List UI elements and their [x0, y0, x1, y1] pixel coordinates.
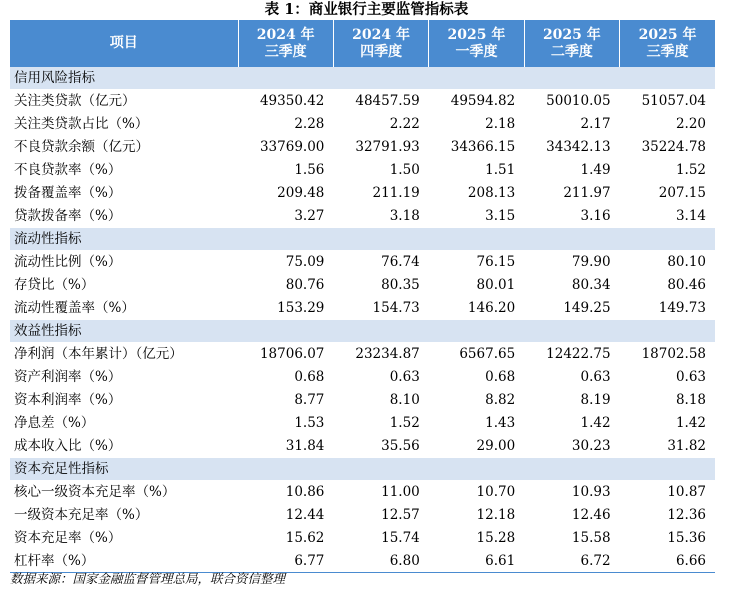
header-year: 2024 年: [256, 26, 315, 43]
value-cell: 49594.82: [429, 90, 524, 113]
value-cell: 12.36: [620, 504, 715, 527]
value-cell: 1.49: [524, 159, 619, 182]
value-cell: 1.52: [333, 412, 428, 435]
table-row: [10, 481, 715, 504]
value-cell: 149.25: [524, 297, 619, 320]
value-cell: 30.23: [524, 435, 619, 458]
value-cell: 18702.58: [620, 343, 715, 366]
row-label: 不良贷款余额（亿元）: [10, 136, 238, 159]
value-cell: 2.17: [524, 113, 619, 136]
header-period: [429, 20, 524, 67]
header-quarter: 二季度: [550, 43, 593, 60]
table-row: [10, 159, 715, 182]
header-period: [620, 20, 715, 67]
value-cell: 6.77: [238, 550, 333, 573]
value-cell: 0.63: [620, 366, 715, 389]
row-label: 一级资本充足率（%）: [10, 504, 238, 527]
value-cell: 80.10: [620, 251, 715, 274]
header-quarter: 三季度: [646, 43, 689, 60]
value-cell: 15.62: [238, 527, 333, 550]
value-cell: 51057.04: [620, 90, 715, 113]
value-cell: 10.70: [429, 481, 524, 504]
row-label: 拨备覆盖率（%）: [10, 182, 238, 205]
table-row: [10, 205, 715, 228]
row-label: 核心一级资本充足率（%）: [10, 481, 238, 504]
value-cell: 207.15: [620, 182, 715, 205]
value-cell: 3.15: [429, 205, 524, 228]
value-cell: 12.18: [429, 504, 524, 527]
header-year: 2025 年: [542, 26, 601, 43]
table-row: [10, 389, 715, 412]
value-cell: 12.57: [333, 504, 428, 527]
value-cell: 32791.93: [333, 136, 428, 159]
section-row: [10, 228, 715, 251]
value-cell: 50010.05: [524, 90, 619, 113]
value-cell: 6567.65: [429, 343, 524, 366]
value-cell: 149.73: [620, 297, 715, 320]
section-title: 信用风险指标: [10, 67, 715, 90]
value-cell: 29.00: [429, 435, 524, 458]
table-row: [10, 504, 715, 527]
value-cell: 3.14: [620, 205, 715, 228]
section-row: [10, 320, 715, 343]
header-quarter: 一季度: [455, 43, 498, 60]
value-cell: 12.46: [524, 504, 619, 527]
value-cell: 34342.13: [524, 136, 619, 159]
value-cell: 12422.75: [524, 343, 619, 366]
table-row: [10, 297, 715, 320]
value-cell: 8.10: [333, 389, 428, 412]
value-cell: 10.87: [620, 481, 715, 504]
row-label: 流动性覆盖率（%）: [10, 297, 238, 320]
row-label: 杠杆率（%）: [10, 550, 238, 573]
section-title: 效益性指标: [10, 320, 715, 343]
header-quarter: 三季度: [264, 43, 307, 60]
value-cell: 10.86: [238, 481, 333, 504]
row-label: 净息差（%）: [10, 412, 238, 435]
table-row: [10, 435, 715, 458]
table-row: [10, 274, 715, 297]
value-cell: 8.19: [524, 389, 619, 412]
row-label: 资本充足率（%）: [10, 527, 238, 550]
value-cell: 2.22: [333, 113, 428, 136]
header-quarter: 四季度: [360, 43, 403, 60]
value-cell: 35.56: [333, 435, 428, 458]
row-label: 存贷比（%）: [10, 274, 238, 297]
value-cell: 0.63: [333, 366, 428, 389]
value-cell: 80.46: [620, 274, 715, 297]
value-cell: 1.53: [238, 412, 333, 435]
header-period: [524, 20, 619, 67]
value-cell: 154.73: [333, 297, 428, 320]
table-row: [10, 251, 715, 274]
value-cell: 15.58: [524, 527, 619, 550]
header-year: 2024 年: [352, 26, 410, 43]
value-cell: 6.61: [429, 550, 524, 573]
header-item: 项目: [10, 20, 238, 67]
value-cell: 10.93: [524, 481, 619, 504]
value-cell: 35224.78: [620, 136, 715, 159]
row-label: 关注类贷款占比（%）: [10, 113, 238, 136]
table-row: [10, 136, 715, 159]
value-cell: 1.42: [524, 412, 619, 435]
value-cell: 0.68: [429, 366, 524, 389]
regulatory-indicators-table: [10, 20, 715, 573]
value-cell: 1.56: [238, 159, 333, 182]
table-row: [10, 412, 715, 435]
row-label: 贷款拨备率（%）: [10, 205, 238, 228]
value-cell: 1.50: [333, 159, 428, 182]
value-cell: 48457.59: [333, 90, 428, 113]
row-label: 流动性比例（%）: [10, 251, 238, 274]
value-cell: 31.84: [238, 435, 333, 458]
value-cell: 1.52: [620, 159, 715, 182]
value-cell: 18706.07: [238, 343, 333, 366]
value-cell: 80.76: [238, 274, 333, 297]
header-period: [238, 20, 333, 67]
table-row: [10, 527, 715, 550]
value-cell: 15.28: [429, 527, 524, 550]
value-cell: 80.34: [524, 274, 619, 297]
value-cell: 80.35: [333, 274, 428, 297]
value-cell: 11.00: [333, 481, 428, 504]
value-cell: 0.63: [524, 366, 619, 389]
value-cell: 1.42: [620, 412, 715, 435]
value-cell: 75.09: [238, 251, 333, 274]
value-cell: 2.18: [429, 113, 524, 136]
value-cell: 76.74: [333, 251, 428, 274]
value-cell: 0.68: [238, 366, 333, 389]
value-cell: 2.20: [620, 113, 715, 136]
section-title: 流动性指标: [10, 228, 715, 251]
table-row: [10, 90, 715, 113]
value-cell: 211.97: [524, 182, 619, 205]
value-cell: 79.90: [524, 251, 619, 274]
value-cell: 3.16: [524, 205, 619, 228]
row-label: 不良贷款率（%）: [10, 159, 238, 182]
value-cell: 12.44: [238, 504, 333, 527]
value-cell: 3.18: [333, 205, 428, 228]
table-row: [10, 343, 715, 366]
value-cell: 8.77: [238, 389, 333, 412]
section-title: 资本充足性指标: [10, 458, 715, 481]
value-cell: 6.72: [524, 550, 619, 573]
value-cell: 15.36: [620, 527, 715, 550]
value-cell: 49350.42: [238, 90, 333, 113]
value-cell: 6.66: [620, 550, 715, 573]
value-cell: 23234.87: [333, 343, 428, 366]
value-cell: 153.29: [238, 297, 333, 320]
row-label: 净利润（本年累计）（亿元）: [10, 343, 238, 366]
row-label: 关注类贷款（亿元）: [10, 90, 238, 113]
table-row: [10, 366, 715, 389]
value-cell: 146.20: [429, 297, 524, 320]
value-cell: 2.28: [238, 113, 333, 136]
value-cell: 3.27: [238, 205, 333, 228]
section-row: [10, 67, 715, 90]
table-row: [10, 182, 715, 205]
value-cell: 15.74: [333, 527, 428, 550]
row-label: 资产利润率（%）: [10, 366, 238, 389]
value-cell: 31.82: [620, 435, 715, 458]
value-cell: 8.82: [429, 389, 524, 412]
value-cell: 209.48: [238, 182, 333, 205]
value-cell: 80.01: [429, 274, 524, 297]
value-cell: 208.13: [429, 182, 524, 205]
header-year: 2025 年: [447, 26, 506, 43]
header-year: 2025 年: [638, 26, 697, 43]
value-cell: 76.15: [429, 251, 524, 274]
value-cell: 33769.00: [238, 136, 333, 159]
data-source-note: 数据来源：国家金融监督管理总局，联合资信整理: [10, 571, 286, 586]
value-cell: 6.80: [333, 550, 428, 573]
value-cell: 8.18: [620, 389, 715, 412]
value-cell: 34366.15: [429, 136, 524, 159]
table-body: [10, 67, 715, 573]
table-row: [10, 113, 715, 136]
table-title: 表 1：商业银行主要监管指标表: [264, 1, 469, 18]
value-cell: 211.19: [333, 182, 428, 205]
value-cell: 1.43: [429, 412, 524, 435]
header-row: [10, 20, 715, 67]
header-period: [333, 20, 428, 67]
row-label: 资本利润率（%）: [10, 389, 238, 412]
value-cell: 1.51: [429, 159, 524, 182]
row-label: 成本收入比（%）: [10, 435, 238, 458]
section-row: [10, 458, 715, 481]
